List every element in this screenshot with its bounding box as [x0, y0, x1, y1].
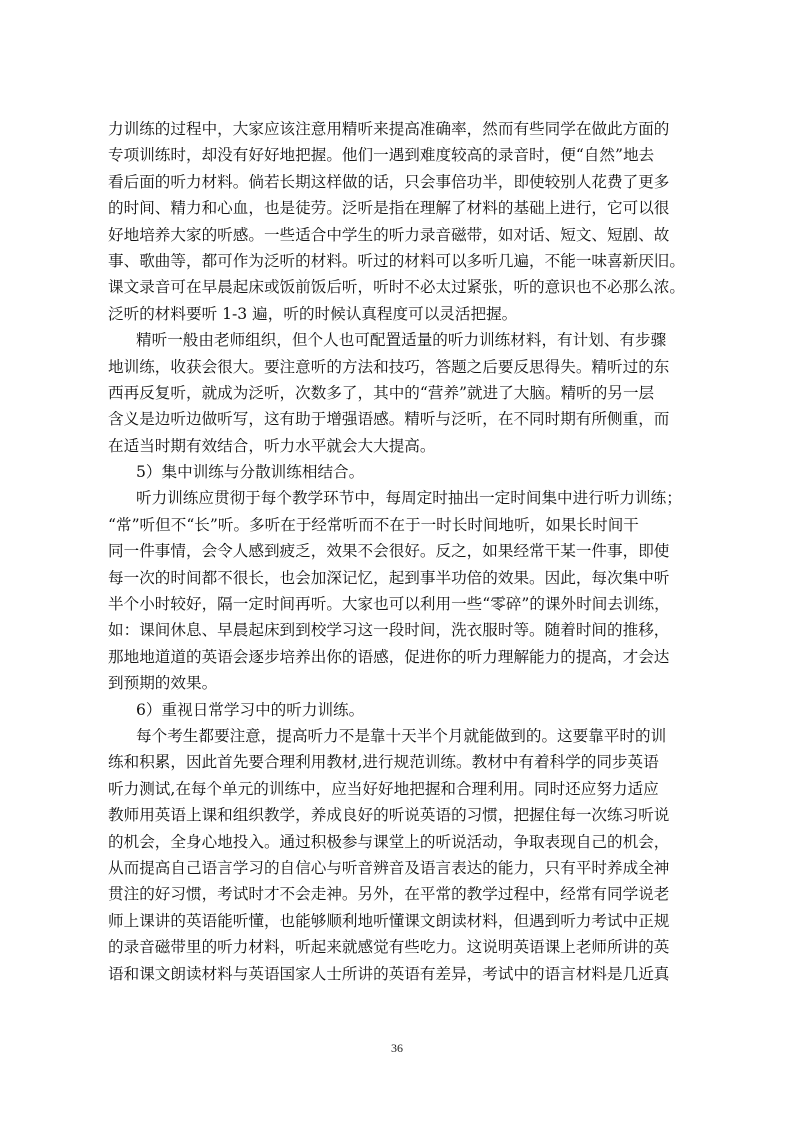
paragraph-continuation	[108, 116, 692, 327]
text-line: 到预期的效果。	[108, 674, 218, 693]
text-line: 在适当时期有效结合，听力水平就会大大提高。	[108, 436, 436, 455]
text-line: 专项训练时，却没有好好地把握。他们一遇到难度较高的录音时，便“自然”地去	[108, 146, 655, 165]
paragraph	[108, 327, 692, 459]
paragraph	[108, 723, 692, 987]
text-line: 看后面的听力材料。倘若长期这样做的话，只会事倍功半，即使较别人花费了更多	[108, 172, 670, 191]
text-line: 教师用英语上课和组织教学，养成良好的听说英语的习惯，把握住每一次练习听说	[108, 806, 670, 825]
text-line: 从而提高自己语言学习的自信心与听音辨音及语言表达的能力，只有平时养成全神	[108, 858, 670, 877]
text-line: 语和课文朗读材料与英语国家人士所讲的英语有差异，考试中的语言材料是几近真	[108, 964, 670, 983]
section-heading	[108, 697, 692, 723]
text-line: 地训练，收获会很大。要注意听的方法和技巧，答题之后要反思得失。精听过的东	[108, 357, 670, 376]
text-line: 泛听的材料要听 1-3 遍，听的时候认真程度可以灵活把握。	[108, 304, 518, 323]
text-line: 同一件事情，会令人感到疲乏，效果不会很好。反之，如果经常干某一件事，即使	[108, 542, 670, 561]
text-line: 每一次的时间都不很长，也会加深记忆，起到事半功倍的效果。因此，每次集中听	[108, 568, 670, 587]
text-line: 力训练的过程中，大家应该注意用精听来提高准确率，然而有些同学在做此方面的	[108, 120, 670, 138]
text-line: 如：课间休息、早晨起床到到校学习这一段时间，洗衣服时等。随着时间的推移，	[108, 621, 670, 640]
text-line: “常”听但不“长”听。多听在于经常听而不在于一时长时间地听，如果长时间干	[108, 515, 639, 534]
text-line: 含义是边听边做听写，这有助于增强语感。精听与泛听，在不同时期有所侧重，而	[108, 410, 670, 429]
text-line: 那地地道道的英语会逐步培养出你的语感，促进你的听力理解能力的提高，才会达	[108, 647, 670, 666]
text-line: 练和积累，因此首先要合理利用教材,进行规范训练。教材中有着科学的同步英语	[108, 753, 659, 772]
text-line: 贯注的好习惯，考试时才不会走神。另外，在平常的教学过程中，经常有同学说老	[108, 885, 670, 904]
heading-text: 5）集中训练与分散训练相结合。	[136, 463, 365, 482]
text-line: 听力训练应贯彻于每个教学环节中，每周定时抽出一定时间集中进行听力训练；	[136, 489, 682, 508]
section-heading	[108, 459, 692, 485]
text-line: 的机会，全身心地投入。通过积极参与课堂上的听说活动，争取表现自己的机会，	[108, 832, 670, 851]
text-line: 西再反复听，就成为泛听，次数多了，其中的“营养”就进了大脑。精听的另一层	[108, 383, 655, 402]
text-line: 师上课讲的英语能听懂，也能够顺利地听懂课文朗读材料，但遇到听力考试中正规	[108, 911, 670, 930]
heading-text: 6）重视日常学习中的听力训练。	[136, 700, 365, 719]
text-line: 课文录音可在早晨起床或饭前饭后听，听时不必太过紧张，听的意识也不必那么浓。	[108, 278, 685, 297]
text-line: 每个考生都要注意，提高听力不是靠十天半个月就能做到的。这要靠平时的训	[136, 726, 667, 745]
page-number: 36	[391, 1041, 403, 1055]
document-body	[108, 116, 692, 987]
text-line: 好地培养大家的听感。一些适合中学生的听力录音磁带，如对话、短文、短剧、故	[108, 225, 670, 244]
text-line: 事、歌曲等，都可作为泛听的材料。听过的材料可以多听几遍，不能一味喜新厌旧。	[108, 251, 685, 270]
paragraph	[108, 485, 692, 696]
text-line: 听力测试,在每个单元的训练中，应当好好地把握和合理利用。同时还应努力适应	[108, 779, 659, 798]
text-line: 精听一般由老师组织，但个人也可配置适量的听力训练材料，有计划、有步骤	[136, 331, 667, 350]
text-line: 的时间、精力和心血，也是徒劳。泛听是指在理解了材料的基础上进行，它可以很	[108, 199, 670, 218]
text-line: 的录音磁带里的听力材料，听起来就感觉有些吃力。这说明英语课上老师所讲的英	[108, 938, 670, 957]
text-line: 半个小时较好，隔一定时间再听。大家也可以利用一些“零碎”的课外时间去训练，	[108, 595, 670, 614]
